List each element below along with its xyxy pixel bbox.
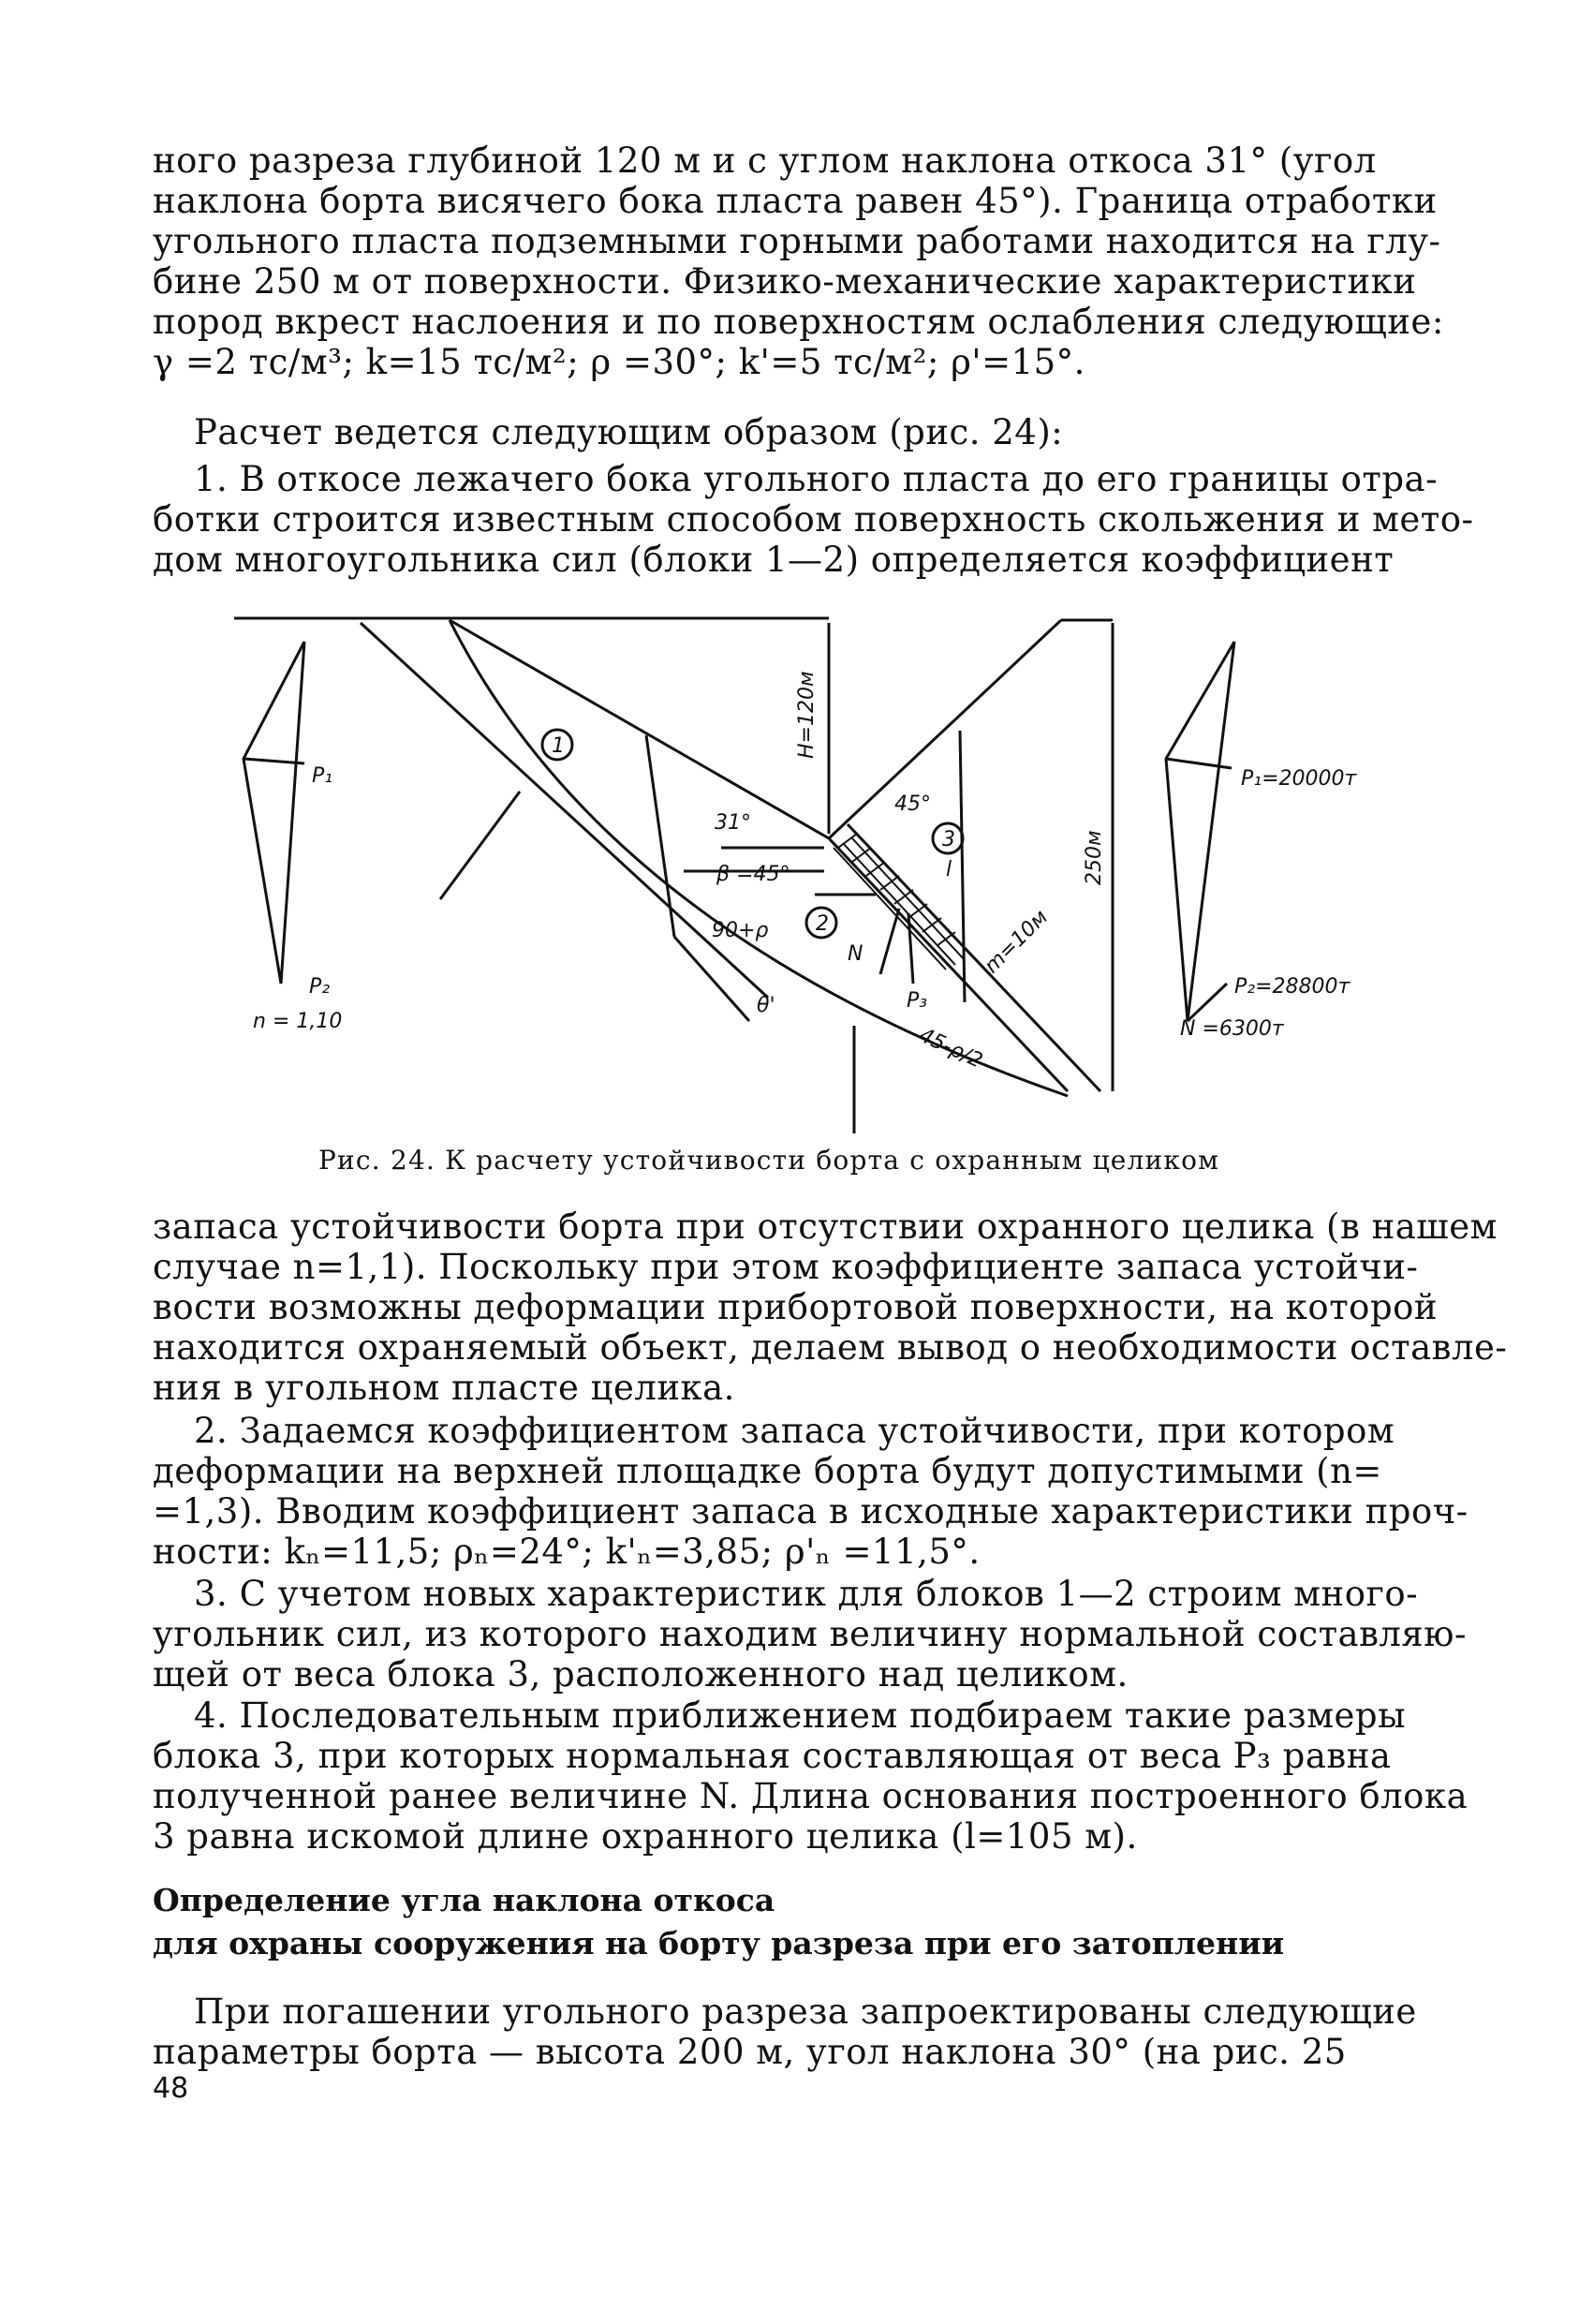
sliding-surface bbox=[450, 620, 1068, 1096]
text-line: вости возможны деформации прибортовой поверхности, на которой bbox=[153, 1287, 1439, 1327]
depth-label: 250м bbox=[1083, 830, 1106, 885]
hanging-wall-slope bbox=[829, 620, 1061, 838]
page-number: 48 bbox=[153, 2072, 189, 2105]
p3-label: P₃ bbox=[907, 989, 928, 1013]
text-line: деформации на верхней площадке борта будут допустимыми (n= bbox=[153, 1451, 1382, 1491]
paragraph-step-2 bbox=[153, 1411, 1469, 1572]
right-p1-label: P₁=20000т bbox=[1241, 767, 1357, 791]
paragraph-flooding bbox=[153, 1991, 1438, 2072]
paragraph-step-4 bbox=[153, 1695, 1469, 1857]
section-heading bbox=[153, 1879, 1445, 1965]
heading-line-1: Определение угла наклона откоса bbox=[153, 1882, 775, 1918]
text-line: дом многоугольника сил (блоки 1—2) определяется коэффициент bbox=[153, 540, 1395, 580]
text-line: угольник сил, из которого находим величину нормальной составляю- bbox=[153, 1614, 1467, 1654]
normal-line bbox=[440, 792, 520, 899]
left-n-label: n = 1,10 bbox=[253, 1010, 343, 1033]
force-polygon-right-n bbox=[1188, 984, 1227, 1021]
height-label: H=120м bbox=[795, 671, 819, 759]
text-line: щей от веса блока 3, расположенного над целиком. bbox=[153, 1654, 1129, 1695]
block-1-label: 1 bbox=[552, 734, 565, 758]
text-line: ного разреза глубиной 120 м и с углом наклона откоса 31° (угол bbox=[153, 141, 1377, 181]
text-line: =1,3). Вводим коэффициент запаса в исходные характеристики проч- bbox=[153, 1491, 1469, 1532]
text-line: γ =2 тс/м³; k=15 тс/м²; ρ =30°; k'=5 тс/м²; ρ'=15°. bbox=[153, 342, 1085, 382]
left-p1-label: P₁ bbox=[312, 764, 333, 788]
text-line: бине 250 м от поверхности. Физико-механические характеристики bbox=[153, 261, 1417, 302]
block-3-label: 3 bbox=[942, 828, 955, 851]
right-n-label: N =6300т bbox=[1180, 1017, 1284, 1041]
block-2-label: 2 bbox=[816, 912, 829, 936]
l-label: l bbox=[946, 858, 952, 881]
text-line: блока 3, при которых нормальная составляющая от веса P₃ равна bbox=[153, 1736, 1392, 1776]
block-divider-2 bbox=[960, 731, 965, 1002]
paragraph-safety-factor bbox=[153, 1206, 1508, 1408]
thickness-label: m=10м bbox=[980, 905, 1053, 979]
block-divider-1 bbox=[646, 735, 674, 937]
text-line: наклона борта висячего бока пласта равен 45°). Граница отработки bbox=[153, 181, 1438, 221]
text-line: 2. Задаемся коэффициентом запаса устойчивости, при котором bbox=[194, 1411, 1395, 1451]
text-line: находится охраняемый объект, делаем вывод о необходимости оставле- bbox=[153, 1327, 1508, 1368]
right-p2-label: P₂=28800т bbox=[1234, 975, 1350, 999]
n-label: N bbox=[848, 942, 863, 966]
angle-90p-label: 90+ρ bbox=[712, 919, 769, 942]
text-line: 3 равна искомой длине охранного целика (l=105 м). bbox=[153, 1816, 1138, 1857]
text-line: 1. В откосе лежачего бока угольного пласта до его границы отра- bbox=[194, 459, 1439, 499]
text-line: ности: kₙ=11,5; ρₙ=24°; k'ₙ=3,85; ρ'ₙ =11,5°. bbox=[153, 1532, 981, 1572]
angle-45p2-label: 45-ρ/2 bbox=[915, 1023, 986, 1073]
slope-left-line bbox=[361, 623, 768, 998]
left-p2-label: P₂ bbox=[309, 975, 331, 999]
theta-ray bbox=[674, 937, 749, 1021]
n-arrow bbox=[880, 909, 899, 974]
text-line: случае n=1,1). Поскольку при этом коэффициенте запаса устойчи- bbox=[153, 1247, 1419, 1287]
angle-31-label: 31° bbox=[715, 811, 751, 835]
force-polygon-right bbox=[1166, 642, 1234, 1021]
text-line: ния в угольном пласте целика. bbox=[153, 1368, 735, 1408]
force-polygon-right-p1 bbox=[1166, 759, 1232, 768]
text-line: запаса устойчивости борта при отсутствии охранного целика (в нашем bbox=[153, 1206, 1498, 1247]
figure-caption: Рис. 24. К расчету устойчивости борта с охранным целиком bbox=[318, 1145, 1220, 1176]
text-line: ботки строится известным способом поверхность скольжения и мето- bbox=[153, 499, 1474, 540]
text-line: 3. С учетом новых характеристик для блоков 1—2 строим много- bbox=[194, 1574, 1419, 1614]
angle-45-label: 45° bbox=[894, 792, 931, 816]
text-line: угольного пласта подземными горными работами находится на глу- bbox=[153, 221, 1441, 261]
heading-line-2: для охраны сооружения на борту разреза при его затоплении bbox=[153, 1925, 1285, 1961]
text-line: 4. Последовательным приближением подбираем такие размеры bbox=[194, 1695, 1407, 1736]
force-polygon-left bbox=[244, 642, 304, 984]
text-line: При погашении угольного разреза запроектированы следующие bbox=[194, 1991, 1417, 2032]
footwall-slope bbox=[450, 620, 829, 838]
text-line: пород вкрест наслоения и по поверхностям ослабления следующие: bbox=[153, 302, 1444, 342]
text-line: Расчет ведется следующим образом (рис. 24): bbox=[194, 412, 1064, 452]
theta-label: θ' bbox=[757, 994, 775, 1017]
text-line: параметры борта — высота 200 м, угол наклона 30° (на рис. 25 bbox=[153, 2032, 1347, 2072]
text-line: полученной ранее величине N. Длина основания построенного блока bbox=[153, 1776, 1469, 1816]
paragraph-step-3 bbox=[153, 1574, 1467, 1695]
angle-beta-label: β =45° bbox=[716, 863, 790, 886]
